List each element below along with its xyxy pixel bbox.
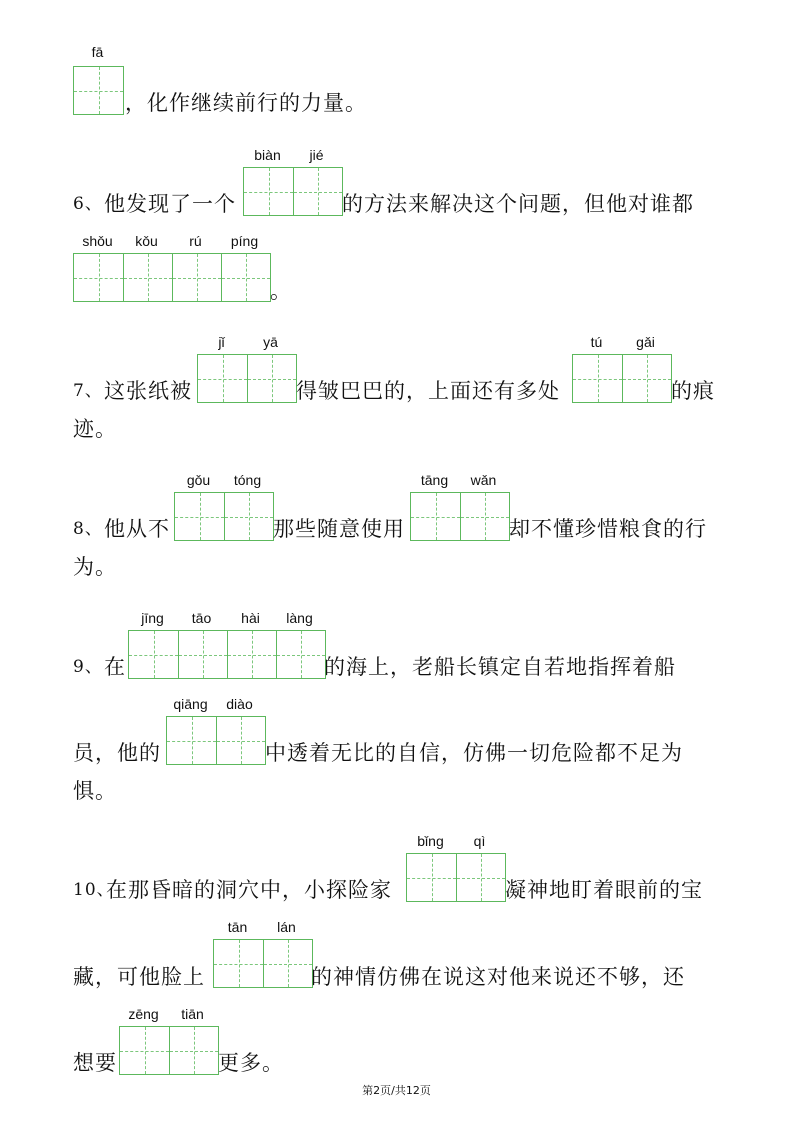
pinyin-label: tāo [191, 610, 212, 626]
sentence-text: 迹。 [73, 417, 117, 441]
character-grid[interactable] [243, 167, 343, 216]
character-grid[interactable] [166, 716, 266, 765]
sentence-text: 在 [104, 655, 126, 679]
character-grid[interactable] [128, 630, 326, 679]
sentence-text: 却不懂珍惜粮食的行 [509, 517, 707, 541]
sentence-text: 的方法来解决这个问题，但他对谁都 [342, 192, 694, 216]
pinyin-label: qì [473, 833, 486, 849]
pinyin-label: fā [91, 44, 104, 60]
character-grid[interactable] [119, 1026, 219, 1075]
sentence-text: 这张纸被 [104, 379, 192, 403]
sentence-text: 得皱巴巴的，上面还有多处 [296, 379, 560, 403]
pinyin-label: qiāng [173, 696, 208, 712]
character-grid[interactable] [197, 354, 297, 403]
page-number: 第2页/共12页 [362, 1084, 431, 1097]
pinyin-label: yā [263, 334, 278, 350]
sentence-text: 的痕 [671, 379, 715, 403]
sentence-text: 的神情仿佛在说这对他来说还不够，还 [311, 965, 685, 989]
sentence-text: 藏，可他脸上 [73, 965, 205, 989]
pinyin-label: diào [226, 696, 253, 712]
pinyin-label: bǐng [417, 833, 444, 849]
pinyin-label: zēng [128, 1006, 159, 1022]
pinyin-label: wǎn [470, 472, 497, 488]
sentence-text: 中透着无比的自信，仿佛一切危险都不足为 [265, 741, 683, 765]
pinyin-label: tān [227, 919, 248, 935]
sentence-text: 的海上，老船长镇定自若地指挥着船 [324, 655, 676, 679]
pinyin-label: biàn [254, 147, 281, 163]
sentence-text: 员，他的 [73, 741, 161, 765]
pinyin-label: shǒu [82, 233, 113, 249]
character-grid[interactable] [174, 492, 274, 541]
character-grid[interactable] [406, 853, 506, 902]
character-grid[interactable] [410, 492, 510, 541]
sentence-text: 惧。 [73, 779, 117, 803]
pinyin-label: kǒu [135, 233, 158, 249]
character-grid[interactable] [73, 253, 271, 302]
pinyin-label: píng [230, 233, 259, 249]
pinyin-label: jǐ [218, 334, 225, 350]
pinyin-label: rú [189, 233, 202, 249]
sentence-text: 想要 [73, 1051, 117, 1075]
sentence-text: 他从不 [104, 517, 170, 541]
sentence-text: 那些随意使用 [273, 517, 405, 541]
character-grid[interactable] [213, 939, 313, 988]
question-number-8: 8、 [73, 519, 103, 539]
pinyin-label: lán [277, 919, 296, 935]
pinyin-label: tóng [233, 472, 262, 488]
pinyin-label: gǎi [636, 334, 655, 350]
pinyin-label: tiān [181, 1006, 204, 1022]
sentence-text: 更多。 [218, 1051, 284, 1075]
pinyin-label: làng [286, 610, 313, 626]
question-number-7: 7、 [73, 381, 103, 401]
sentence-text: 凝神地盯着眼前的宝 [505, 878, 703, 902]
pinyin-label: hài [241, 610, 260, 626]
sentence-text: ，化作继续前行的力量。 [125, 91, 367, 115]
pinyin-label: tāng [420, 472, 449, 488]
question-number-10: 10、 [73, 880, 115, 900]
character-grid[interactable] [73, 66, 124, 115]
pinyin-label: tú [590, 334, 603, 350]
sentence-text: 在那昏暗的洞穴中，小探险家 [106, 878, 392, 902]
pinyin-label: jié [309, 147, 324, 163]
question-number-9: 9、 [73, 657, 103, 677]
sentence-text: 为。 [73, 555, 117, 579]
pinyin-label: jīng [141, 610, 164, 626]
pinyin-label: gǒu [186, 472, 211, 488]
sentence-text: 。 [270, 279, 292, 303]
character-grid[interactable] [572, 354, 672, 403]
question-number-6: 6、 [73, 194, 103, 214]
sentence-text: 他发现了一个 [104, 192, 236, 216]
